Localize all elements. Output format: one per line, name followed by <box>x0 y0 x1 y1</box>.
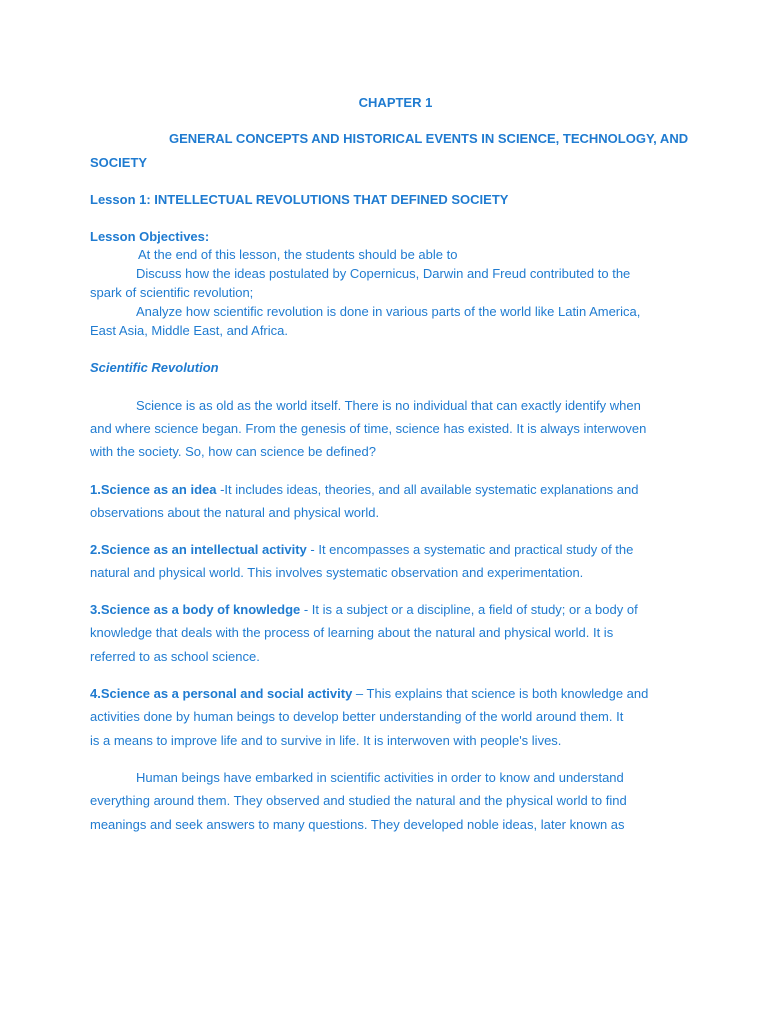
definition-4-line-2: activities done by human beings to develop better understanding of the world around them. It <box>90 709 624 724</box>
objectives-intro: At the end of this lesson, the students should be able to <box>138 247 458 262</box>
chapter-title-line-1: GENERAL CONCEPTS AND HISTORICAL EVENTS IN SCIENCE, TECHNOLOGY, AND <box>169 131 689 146</box>
intro-paragraph-line-1: Science is as old as the world itself. There is no individual that can exactly identify when <box>136 398 641 413</box>
definition-2-line-1 <box>90 542 633 558</box>
definition-3-line-2: knowledge that deals with the process of learning about the natural and physical world. It is <box>90 625 614 640</box>
intro-paragraph-line-2: and where science began. From the genesis of time, science has existed. It is always interwoven <box>90 421 647 436</box>
definition-2-term: 2.Science as an intellectual activity <box>90 542 307 557</box>
definition-3-text: - It is a subject or a discipline, a field of study; or a body of <box>300 602 638 617</box>
definition-3-term: 3.Science as a body of knowledge <box>90 602 301 617</box>
closing-paragraph-line-2: everything around them. They observed and studied the natural and the physical world to find <box>90 793 627 808</box>
objectives-heading: Lesson Objectives: <box>90 229 210 244</box>
intro-paragraph-line-3: with the society. So, how can science be defined? <box>90 444 376 459</box>
definition-4-line-1 <box>90 686 648 702</box>
objective-2-line-2: East Asia, Middle East, and Africa. <box>90 323 288 338</box>
chapter-title-line-2: SOCIETY <box>90 155 148 170</box>
definition-3-line-3: referred to as school science. <box>90 649 260 664</box>
closing-paragraph-line-1: Human beings have embarked in scientific activities in order to know and understand <box>136 770 624 785</box>
section-heading: Scientific Revolution <box>90 360 219 375</box>
objective-1-line-2: spark of scientific revolution; <box>90 285 254 300</box>
definition-3-line-1 <box>90 602 638 618</box>
definition-2-text: - It encompasses a systematic and practical study of the <box>306 542 634 557</box>
definition-4-text: – This explains that science is both knowledge and <box>352 686 649 701</box>
objective-1-line-1: Discuss how the ideas postulated by Copernicus, Darwin and Freud contributed to the <box>136 266 631 281</box>
definition-4-term: 4.Science as a personal and social activity <box>90 686 353 701</box>
chapter-label: CHAPTER 1 <box>358 95 433 110</box>
definition-1-term: 1.Science as an idea <box>90 482 217 497</box>
closing-paragraph-line-3: meanings and seek answers to many questions. They developed noble ideas, later known as <box>90 817 625 832</box>
lesson-heading: Lesson 1: INTELLECTUAL REVOLUTIONS THAT DEFINED SOCIETY <box>90 192 509 207</box>
definition-1-line-1 <box>90 482 639 498</box>
definition-4-line-3: is a means to improve life and to survive in life. It is interwoven with people's lives. <box>90 733 562 748</box>
definition-1-text: -It includes ideas, theories, and all available systematic explanations and <box>216 482 639 497</box>
definition-1-line-2: observations about the natural and physical world. <box>90 505 380 520</box>
objective-2-line-1: Analyze how scientific revolution is done in various parts of the world like Latin America, <box>136 304 641 319</box>
definition-2-line-2: natural and physical world. This involves systematic observation and experimentation. <box>90 565 584 580</box>
